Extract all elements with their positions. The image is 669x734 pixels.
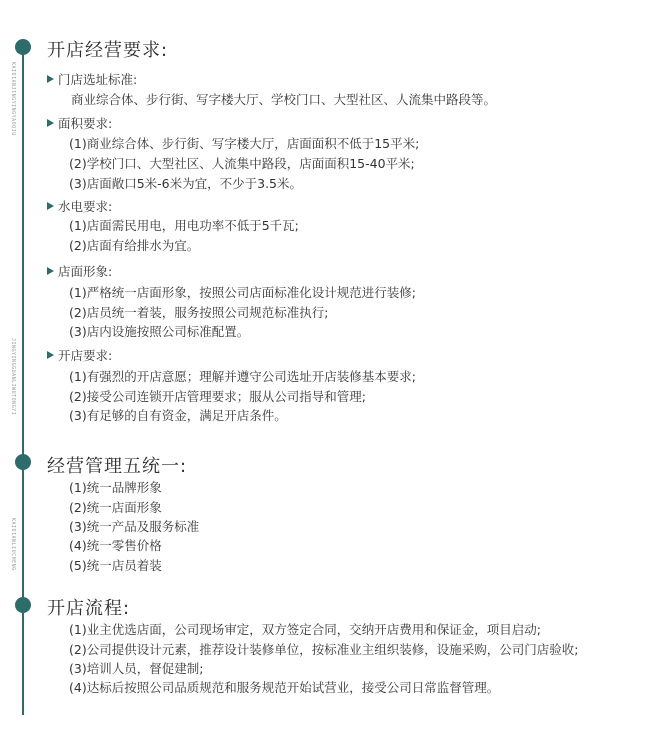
text-line: (2)店员统一着装，服务按照公司规范标准执行; bbox=[69, 305, 329, 320]
text-line: (2)店面有给排水为宜。 bbox=[69, 238, 200, 253]
text-line: (3)店内设施按照公司标准配置。 bbox=[69, 324, 250, 339]
vertical-caption: KAIDIANJINGYINGYAOQIU bbox=[10, 62, 16, 136]
timeline-dot bbox=[15, 597, 31, 613]
subsection-label: 开店要求: bbox=[58, 348, 113, 363]
subsection-heading bbox=[47, 346, 112, 364]
text-line: (4)统一零售价格 bbox=[69, 538, 162, 553]
text-line: (2)学校门口、大型社区、人流集中路段，店面面积15-40平米; bbox=[69, 156, 415, 171]
text-line: 商业综合体、步行街、写字楼大厅、学校门口、大型社区、人流集中路段等。 bbox=[71, 92, 497, 107]
timeline-line bbox=[22, 605, 24, 715]
text-line: (2)公司提供设计元素，推荐设计装修单位，按标准业主组织装修，设施采购，公司门店验收; bbox=[69, 642, 579, 657]
triangle-bullet-icon bbox=[47, 119, 54, 127]
section-title: 经营管理五统一: bbox=[47, 456, 188, 477]
section-title: 开店经营要求: bbox=[47, 40, 169, 61]
triangle-bullet-icon bbox=[47, 351, 54, 359]
triangle-bullet-icon bbox=[47, 202, 54, 210]
text-line: (2)统一店面形象 bbox=[69, 500, 162, 515]
text-line: (1)严格统一店面形象，按照公司店面标准化设计规范进行装修; bbox=[69, 285, 416, 300]
timeline-dot bbox=[15, 454, 31, 470]
vertical-caption: KAIDIANLIUCHENG bbox=[10, 518, 16, 571]
timeline-line bbox=[22, 462, 24, 600]
text-line: (3)店面敞口5米-6米为宜，不少于3.5米。 bbox=[69, 176, 303, 191]
text-line: (3)有足够的自有资金，满足开店条件。 bbox=[69, 408, 287, 423]
text-line: (1)统一品牌形象 bbox=[69, 480, 162, 495]
text-line: (1)业主优选店面，公司现场审定，双方签定合同，交纳开店费用和保证金，项目启动; bbox=[69, 622, 541, 637]
subsection-label: 店面形象: bbox=[58, 264, 113, 279]
text-line: (1)店面需民用电，用电功率不低于5千瓦; bbox=[69, 218, 299, 233]
subsection-heading bbox=[47, 70, 137, 88]
subsection-label: 水电要求: bbox=[58, 199, 113, 214]
triangle-bullet-icon bbox=[47, 267, 54, 275]
text-line: (1)有强烈的开店意愿；理解并遵守公司选址开店装修基本要求; bbox=[69, 369, 416, 384]
vertical-caption: JINGYINGGUANLIWUTONGYI bbox=[10, 338, 16, 416]
text-line: (3)统一产品及服务标准 bbox=[69, 519, 200, 534]
text-line: (4)达标后按照公司品质规范和服务规范开始试营业，接受公司日常监督管理。 bbox=[69, 680, 500, 695]
triangle-bullet-icon bbox=[47, 75, 54, 83]
section-title: 开店流程: bbox=[47, 598, 131, 619]
text-line: (2)接受公司连锁开店管理要求；服从公司指导和管理; bbox=[69, 389, 366, 404]
subsection-label: 门店选址标准: bbox=[58, 72, 138, 87]
text-line: (3)培训人员，督促建制; bbox=[69, 661, 204, 676]
subsection-label: 面积要求: bbox=[58, 116, 113, 131]
timeline bbox=[0, 0, 60, 734]
text-line: (5)统一店员着装 bbox=[69, 558, 162, 573]
timeline-dot bbox=[15, 39, 31, 55]
subsection-heading bbox=[47, 262, 112, 280]
timeline-line bbox=[22, 47, 24, 457]
subsection-heading bbox=[47, 197, 112, 215]
subsection-heading bbox=[47, 114, 112, 132]
text-line: (1)商业综合体、步行街、写字楼大厅，店面面积不低于15平米; bbox=[69, 136, 420, 151]
